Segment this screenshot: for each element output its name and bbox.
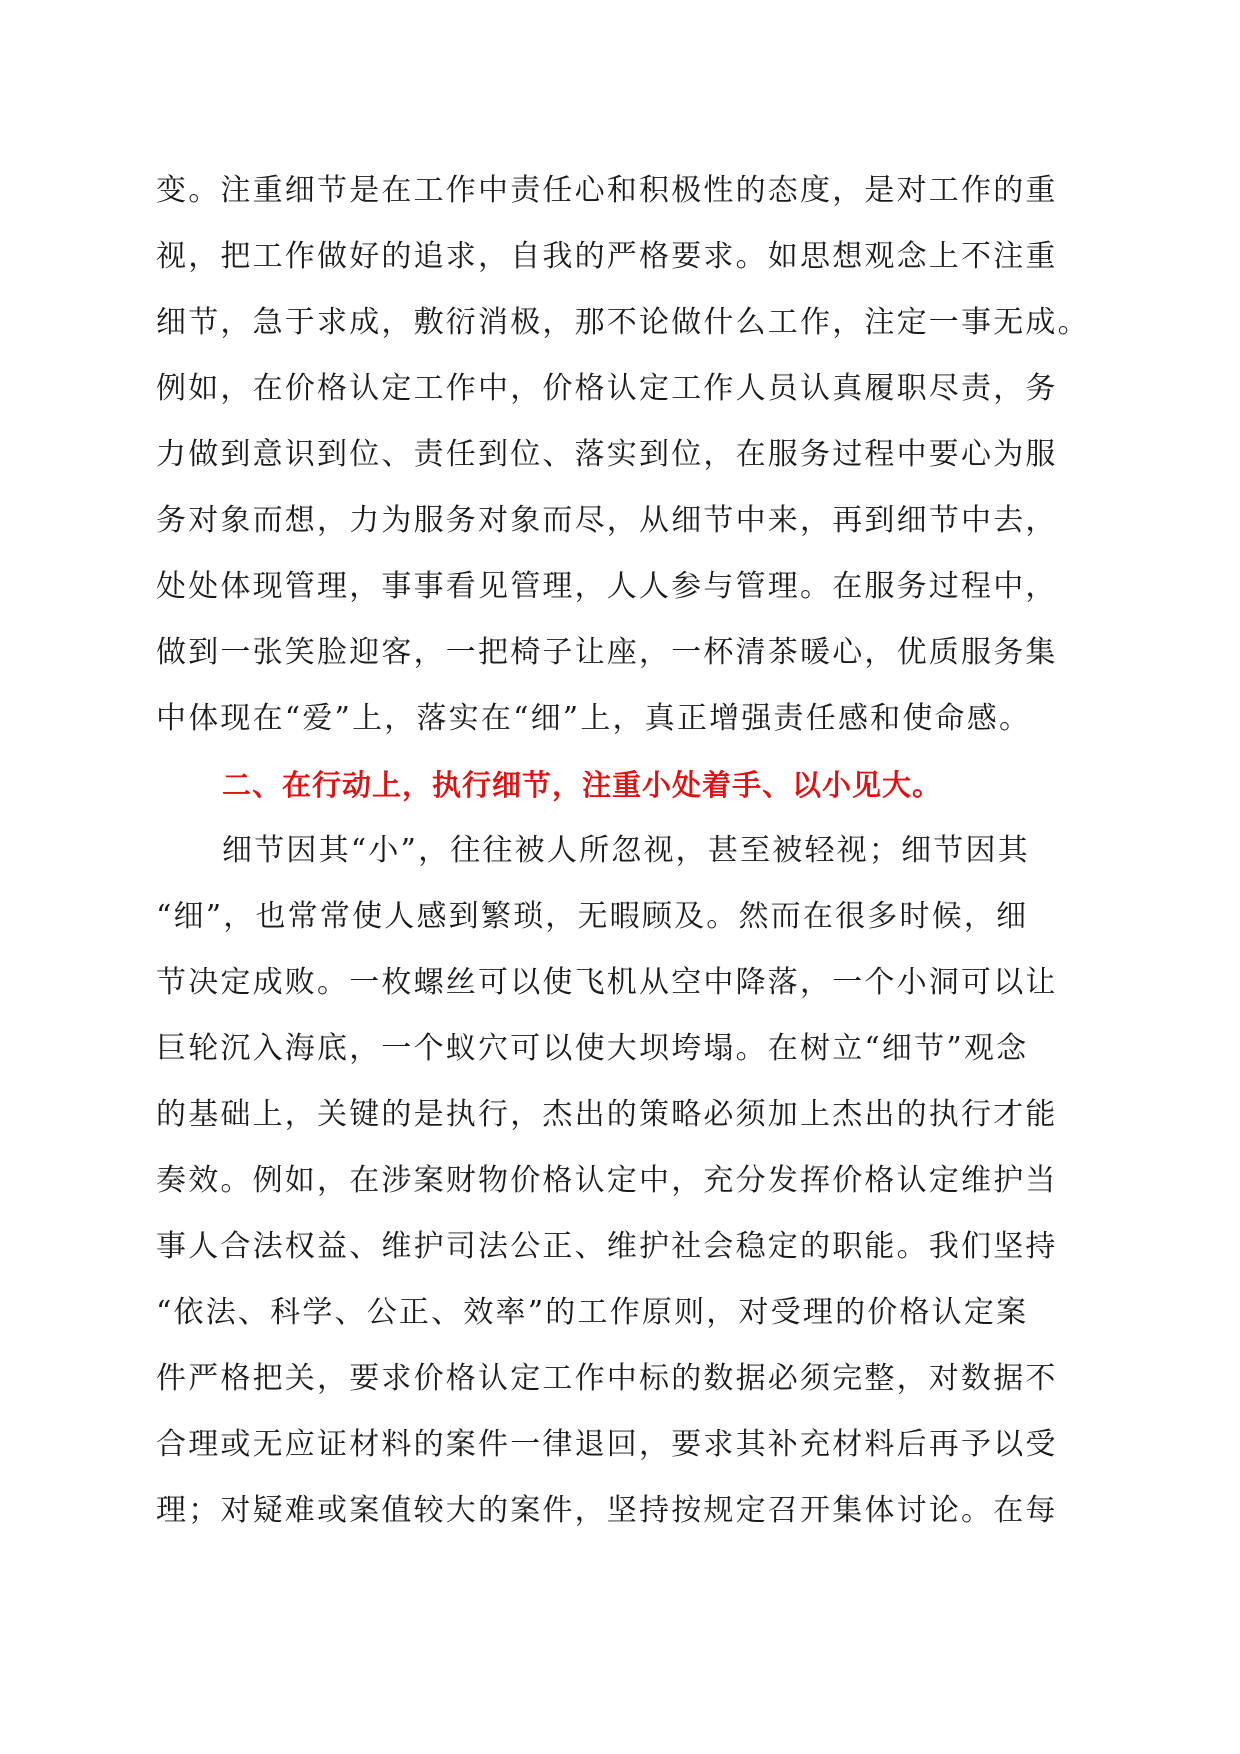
paragraph-line: 细节，急于求成，敷衍消极，那不论做什么工作，注定一事无成。 bbox=[156, 305, 1090, 340]
paragraph-line: 力做到意识到位、责任到位、落实到位，在服务过程中要心为服 bbox=[156, 437, 1058, 472]
paragraph-line: 节决定成败。一枚螺丝可以使飞机从空中降落，一个小洞可以让 bbox=[156, 965, 1058, 1000]
paragraph-line: 事人合法权益、维护司法公正、维护社会稳定的职能。我们坚持 bbox=[156, 1229, 1058, 1264]
paragraph-line: 奏效。例如，在涉案财物价格认定中，充分发挥价格认定维护当 bbox=[156, 1163, 1058, 1198]
paragraph-line: 的基础上，关键的是执行，杰出的策略必须加上杰出的执行才能 bbox=[156, 1097, 1058, 1132]
paragraph-line: 巨轮沉入海底，一个蚁穴可以使大坝垮塌。在树立“细节”观念 bbox=[156, 1031, 1029, 1066]
paragraph-line: 务对象而想，力为服务对象而尽，从细节中来，再到细节中去， bbox=[156, 503, 1058, 538]
paragraph-line: 理；对疑难或案值较大的案件，坚持按规定召开集体讨论。在每 bbox=[156, 1493, 1058, 1528]
paragraph-line: 合理或无应证材料的案件一律退回，要求其补充材料后再予以受 bbox=[156, 1427, 1058, 1462]
paragraph-line: 件严格把关，要求价格认定工作中标的数据必须完整，对数据不 bbox=[156, 1361, 1058, 1396]
paragraph-line: 做到一张笑脸迎客，一把椅子让座，一杯清茶暖心，优质服务集 bbox=[156, 635, 1058, 670]
paragraph-line: 例如，在价格认定工作中，价格认定工作人员认真履职尽责，务 bbox=[156, 371, 1058, 406]
paragraph-line: 视，把工作做好的追求，自我的严格要求。如思想观念上不注重 bbox=[156, 239, 1058, 274]
paragraph-line: 处处体现管理，事事看见管理，人人参与管理。在服务过程中， bbox=[156, 569, 1058, 604]
paragraph-line: “细”，也常常使人感到繁琐，无暇顾及。然而在很多时候，细 bbox=[156, 899, 1029, 934]
section-heading: 二、在行动上，执行细节，注重小处着手、以小见大。 bbox=[222, 768, 943, 802]
paragraph-line: “依法、科学、公正、效率”的工作原则，对受理的价格认定案 bbox=[156, 1295, 1029, 1330]
paragraph-line: 变。注重细节是在工作中责任心和积极性的态度，是对工作的重 bbox=[156, 173, 1058, 208]
paragraph-line: 中体现在“爱”上，落实在“细”上，真正增强责任感和使命感。 bbox=[156, 701, 1032, 736]
paragraph-line: 细节因其“小”，往往被人所忽视，甚至被轻视；细节因其 bbox=[222, 833, 1030, 868]
